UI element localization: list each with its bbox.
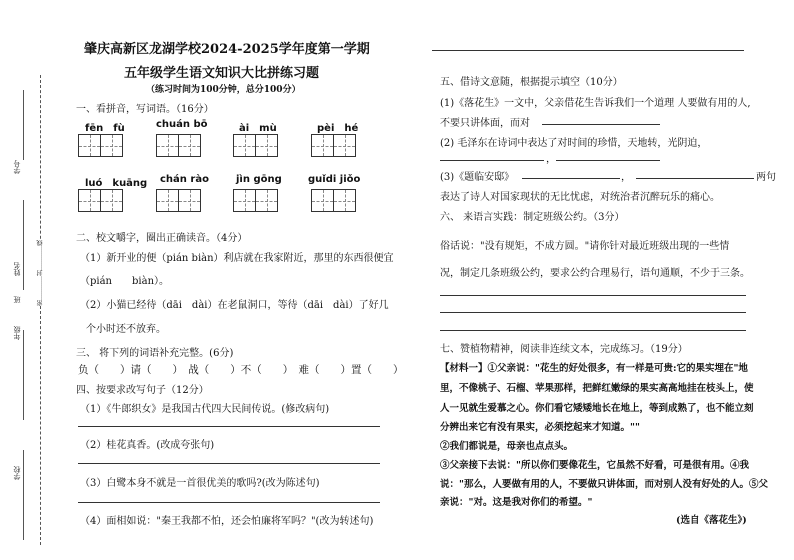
material-line: 分辨出来它有没有果实，必须挖起来才知道。"" (440, 422, 640, 433)
q1-title: 一、看拼音，写词语。（16分） (76, 104, 214, 115)
pinyin-6: chán rào (160, 174, 209, 185)
answer-line[interactable] (78, 502, 380, 503)
pinyin-7: jìn gōng (236, 174, 282, 185)
binding-line (23, 90, 24, 160)
q2-item1-cont: （pián biàn）。 (80, 276, 170, 287)
q6-para2: 况，制定几条班级公约，要求公约合理易行，语句通顺，不少于三条。 (440, 268, 750, 279)
q7-title: 七、赞植物精神，阅读非连续文本，完成练习。（19分） (440, 344, 688, 355)
q4-item1: （1）《牛郎织女》是我国古代四大民间传说。(修改病句) (80, 404, 330, 415)
name-label: 姓名 (13, 262, 21, 276)
material-line: 里，不像桃子、石榴、苹果那样，把鲜红嫩绿的果实高高地挂在枝头上，使 (440, 383, 754, 394)
q2-title: 二、校文嚼字，圈出正确读音。（4分） (76, 233, 248, 244)
material-line: ②我们都说是，母亲也点点头。 (440, 441, 574, 452)
fill-blank[interactable] (556, 160, 660, 161)
q4-item3: （3）白鹭本身不就是一首很优美的歌吗?(改为陈述句) (80, 478, 320, 489)
q5-item1: (1)《落花生》一文中，父亲借花生告诉我们一个道理 人要做有用的人, (440, 98, 751, 109)
grade-label: 年级 (13, 326, 21, 340)
pinyin-3: ài mù (239, 123, 277, 134)
q2-item2: （2）小猫已经待（dāi dài）在老鼠洞口，等待（dāi dài）了好几 (80, 300, 389, 311)
seal-dashed-line (40, 75, 41, 545)
exam-subtitle: （练习时间为100分钟，总分100分） (146, 85, 301, 95)
fill-blank[interactable] (522, 178, 620, 179)
q5-item3-cont: 表达了诗人对国家现状的无比忧虑，对统治者沉醉玩乐的痛心。 (440, 192, 720, 203)
q2-item2-cont: 个小时还不放弃。 (86, 324, 166, 335)
class-label: 班 (13, 296, 21, 303)
binding-line (23, 200, 24, 290)
pinyin-8: guǐdi jiǒo (308, 174, 361, 185)
school-label: 学校 (13, 466, 21, 480)
answer-line[interactable] (440, 312, 746, 313)
pinyin-2: chuán bō (156, 119, 208, 130)
q5-item3-suffix: 两句 (756, 172, 776, 183)
q5-item1-cont: 不要只讲体面，而对 (440, 118, 530, 129)
material-line: ③父亲接下去说："所以你们要像花生，它虽然不好看，可是很有用。④我 (440, 460, 749, 471)
answer-grid[interactable] (311, 134, 356, 157)
exam-title-line1: 肇庆高新区龙湖学校2024-2025学年度第一学期 (84, 42, 370, 57)
source-citation: (选自《落花生》) (676, 515, 747, 526)
material-line: 人一见就生爱慕之心。你们看它矮矮地长在地上，等到成熟了，也不能立刻 (440, 403, 754, 414)
header-rule (432, 50, 744, 51)
material-line: 亲说："对。这是我对你们的希望。" (440, 497, 593, 508)
q5-item3: (3)《题临安邸》 (440, 172, 515, 183)
answer-grid[interactable] (311, 189, 356, 212)
student-no-label: 学号 (13, 160, 21, 174)
answer-line[interactable] (78, 463, 380, 464)
pinyin-5: luó kuāng (85, 178, 148, 189)
q5-title: 五、借诗文意随，根据提示填空（10分） (440, 77, 623, 88)
answer-grid[interactable] (78, 189, 123, 212)
material-line: 说："那么，人要做有用的人，不要做只讲体面，而对别人没有好处的人。⑤父 (440, 479, 768, 490)
q3-title: 三、 将下列的词语补充完整。(6分) (76, 348, 234, 359)
answer-line[interactable] (440, 295, 746, 296)
q3-items: 负（ ）请（ ） 战（ ）不（ ） 难（ ）置（ ） (78, 364, 404, 376)
answer-line[interactable] (78, 426, 380, 427)
answer-line[interactable] (440, 330, 746, 331)
exam-title-line2: 五年级学生语文知识大比拼练习题 (124, 66, 320, 81)
fill-blank[interactable] (636, 178, 754, 179)
q4-item4: （4）面相如说："秦王我都不怕，还会怕廉将军吗？"(改为转述句) (80, 516, 374, 527)
q6-para1: 俗话说："没有规矩，不成方圆。"请你针对最近班级出现的一些情 (440, 241, 730, 252)
q4-title: 四、按要求改写句子（12分） (76, 385, 209, 396)
pinyin-1: fēn fù (85, 123, 125, 134)
q2-item1: （1）新开业的便（pián biàn）利店就在我家附近，那里的东西很便宜 (80, 253, 394, 264)
seal-line-label: 密…………封…………线 (37, 240, 44, 306)
comma: ， (621, 172, 631, 183)
answer-grid[interactable] (156, 189, 201, 212)
pinyin-4: pèi hé (317, 123, 359, 134)
q4-item2: （2）桂花真香。(改成夸张句) (80, 440, 215, 451)
answer-grid[interactable] (233, 189, 278, 212)
answer-grid[interactable] (156, 134, 201, 157)
fill-blank[interactable] (542, 124, 660, 125)
binding-line (23, 330, 24, 420)
answer-grid[interactable] (233, 134, 278, 157)
answer-grid[interactable] (78, 134, 123, 157)
q6-title: 六、 来语言实践：制定班级公约。（3分） (440, 212, 625, 223)
binding-line (23, 450, 24, 540)
comma: ， (546, 154, 556, 165)
material-line: 【材料一】①父亲说："花生的好处很多，有一样是可贵:它的果实埋在"地 (440, 363, 748, 374)
fill-blank[interactable] (440, 160, 544, 161)
q5-item2: (2) 毛泽东在诗词中表达了对时间的珍惜，天地转，光阴迫， (440, 138, 708, 149)
